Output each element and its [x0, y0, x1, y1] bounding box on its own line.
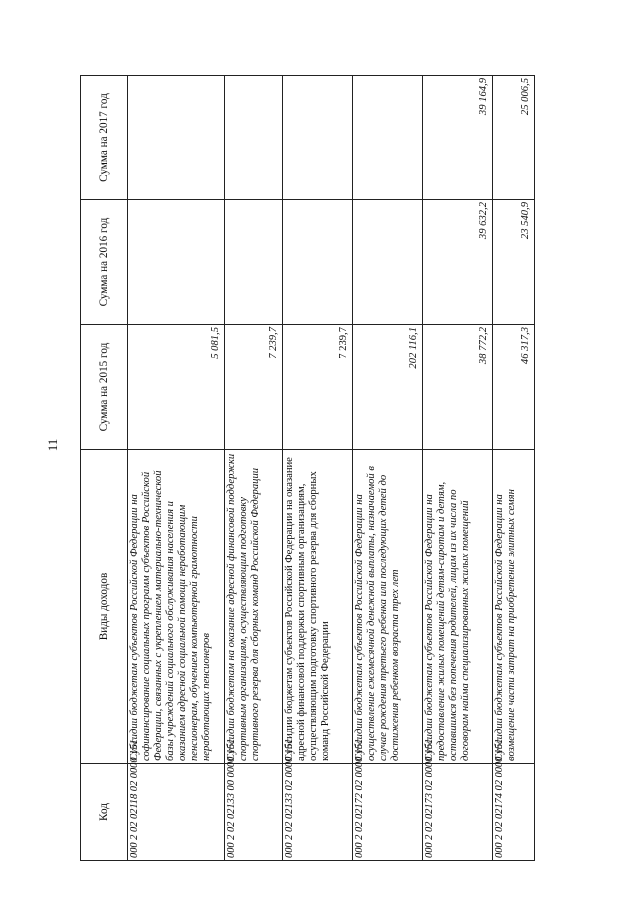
row-code: 000 2 02 02133 00 0000 151 [225, 764, 283, 861]
table-row [283, 76, 353, 861]
header-sum-2016: Сумма на 2016 год [81, 200, 128, 325]
row-description: Субсидии бюджетам субъектов Российской Федерации на предоставление жилых помещений детям-сиротам и детям, оставшимся без попечения родителей, лицам из их числа по договорам найма специализированных жилых помещений [423, 450, 493, 764]
row-sum-2015: 202 116,1 [353, 325, 423, 450]
row-code: 000 2 02 02173 02 0000 151 [423, 764, 493, 861]
row-sum-2015: 7 239,7 [225, 325, 283, 450]
table-row [493, 76, 535, 861]
row-code: 000 2 02 02174 02 0000 151 [493, 764, 535, 861]
row-sum-2015: 7 239,7 [283, 325, 353, 450]
row-sum-2016 [225, 200, 283, 325]
row-code: 000 2 02 02133 02 0000 151 [283, 764, 353, 861]
row-sum-2016 [128, 200, 225, 325]
row-sum-2017 [225, 76, 283, 200]
header-description: Виды доходов [81, 450, 128, 764]
table-header-row [81, 76, 128, 861]
row-description: Субсидии бюджетам субъектов Российской Федерации на осуществление ежемесячной денежной выплаты, назначаемой в случае рождения третьего ребенка или последующих детей до достижения ребенком возраста трех лет [353, 450, 423, 764]
table-row [225, 76, 283, 861]
row-code: 000 2 02 02118 02 0000 151 [128, 764, 225, 861]
row-description: Субсидии бюджетам субъектов Российской Федерации на софинансирование социальных программ субъектов Российской Федерации, связанных с укреплением материально-технической базы учреждений социального обслуживания населения и оказанием адресной социальной помощи неработающим пенсионерам, обучением компьютерной грамотности неработающих пенсионеров [128, 450, 225, 764]
row-sum-2015: 46 317,3 [493, 325, 535, 450]
row-description: Субсидии бюджетам на оказание адресной финансовой поддержки спортивным организациям, осуществляющим подготовку спортивного резерва для сборных команд Российской Федерации [225, 450, 283, 764]
row-sum-2015: 5 081,5 [128, 325, 225, 450]
row-sum-2016 [353, 200, 423, 325]
row-description: Субсидии бюджетам субъектов Российской Федерации на возмещение части затрат на приобретение элитных семян [493, 450, 535, 764]
row-sum-2016 [283, 200, 353, 325]
row-sum-2016: 23 540,9 [493, 200, 535, 325]
row-sum-2017 [128, 76, 225, 200]
table-row [423, 76, 493, 861]
rotated-table-container [80, 75, 535, 861]
row-description: Субсидии бюджетам субъектов Российской Федерации на оказание адресной финансовой поддержки спортивным организациям, осуществляющим подготовку спортивного резерва для сборных команд Российской Федерации [283, 450, 353, 764]
table-row [353, 76, 423, 861]
row-sum-2017 [353, 76, 423, 200]
row-sum-2017 [283, 76, 353, 200]
row-sum-2017: 39 164,9 [423, 76, 493, 200]
header-sum-2017: Сумма на 2017 год [81, 76, 128, 200]
header-code: Код [81, 764, 128, 861]
row-code: 000 2 02 02172 02 0000 151 [353, 764, 423, 861]
row-sum-2016: 39 632,2 [423, 200, 493, 325]
table-row [128, 76, 225, 861]
header-sum-2015: Сумма на 2015 год [81, 325, 128, 450]
revenue-table [80, 75, 535, 861]
page-number: 11 [45, 438, 60, 452]
row-sum-2015: 38 772,2 [423, 325, 493, 450]
row-sum-2017: 25 006,5 [493, 76, 535, 200]
